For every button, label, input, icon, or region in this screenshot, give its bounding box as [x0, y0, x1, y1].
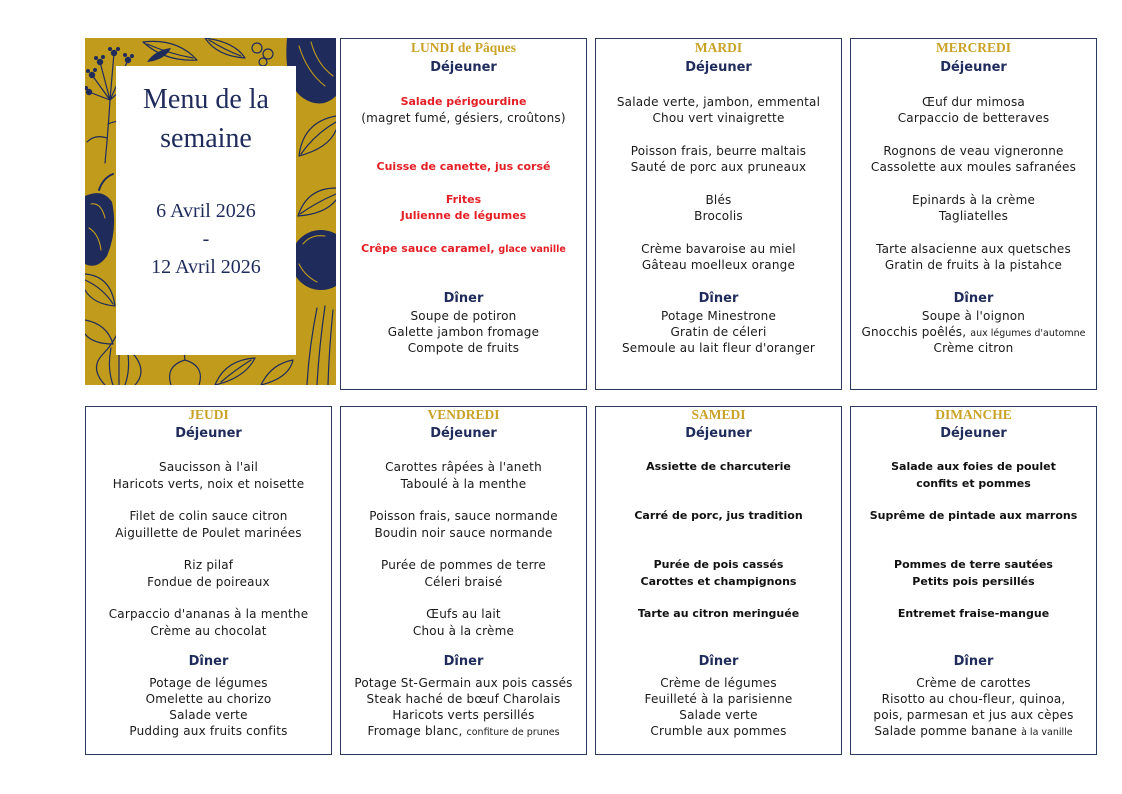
- lunch-course: [341, 557, 586, 606]
- menu-item-text: Poisson frais, sauce normande: [369, 509, 558, 523]
- menu-item: [341, 707, 586, 723]
- menu-item-text: pois, parmesan et jus aux cèpes: [873, 708, 1074, 722]
- menu-item-note: confiture de prunes: [466, 727, 560, 738]
- menu-item-text: Chou à la crème: [412, 623, 515, 638]
- menu-item: [851, 476, 1096, 493]
- menu-item-text: Brocolis: [694, 209, 743, 223]
- date-end: 12 Avril 2026: [151, 256, 261, 278]
- menu-item: [596, 159, 841, 176]
- lunch-menu: [341, 94, 586, 290]
- day-card-mardi: [595, 38, 842, 390]
- menu-item-text: Entremet fraise-mangue: [897, 607, 1050, 620]
- menu-item-text: Œufs au lait: [426, 607, 501, 621]
- lunch-course: [596, 508, 841, 557]
- menu-item: [851, 241, 1096, 258]
- menu-item-text: Salade verte, jambon, emmental: [616, 94, 821, 109]
- menu-item: [341, 110, 586, 127]
- menu-item: [851, 94, 1096, 111]
- lunch-course: [851, 192, 1096, 241]
- lunch-label: Déjeuner: [175, 426, 242, 441]
- menu-item-text: Chou vert vinaigrette: [652, 111, 785, 125]
- menu-item: [596, 707, 841, 723]
- menu-item-text: Aiguillette de Poulet marinées: [115, 525, 302, 540]
- dinner-menu: [851, 675, 1096, 739]
- menu-item-text: Crème de carottes: [916, 676, 1031, 690]
- lunch-course: [851, 557, 1096, 606]
- menu-item: [341, 574, 586, 591]
- menu-item: [851, 192, 1096, 209]
- menu-item: [86, 476, 331, 493]
- menu-item-text: Crème au chocolat: [150, 623, 267, 638]
- lunch-label: Déjeuner: [685, 59, 752, 75]
- menu-item: [596, 723, 841, 739]
- menu-item-text: Gâteau moelleux orange: [641, 258, 796, 272]
- menu-item-text: Salade aux foies de poulet: [891, 460, 1056, 473]
- day-name: MERCREDI: [935, 39, 1011, 55]
- menu-item: [851, 574, 1096, 591]
- menu-item-text: Crêpe sauce caramel,: [361, 241, 495, 255]
- day-name: MARDI: [694, 39, 743, 55]
- menu-item-text: Carpaccio de betteraves: [897, 111, 1050, 125]
- menu-item-text: Steak haché de bœuf Charolais: [366, 692, 561, 706]
- day-card-lundi: [340, 38, 587, 390]
- menu-item: [596, 691, 841, 707]
- date-separator: -: [202, 228, 210, 250]
- menu-item-text: Salade périgourdine: [400, 94, 527, 108]
- menu-item: [596, 257, 841, 274]
- menu-item: [851, 308, 1096, 324]
- lunch-menu: [341, 459, 586, 655]
- day-name: LUNDI de Pâques: [410, 39, 516, 55]
- menu-item: [86, 525, 331, 542]
- day-name: SAMEDI: [691, 407, 746, 422]
- lunch-menu: [851, 94, 1096, 290]
- menu-item: [596, 508, 841, 525]
- menu-item-text: Carottes râpées à l'aneth: [385, 460, 542, 474]
- menu-title-line1: Menu de la: [143, 84, 269, 115]
- menu-item-text: Tarte alsacienne aux quetsches: [876, 241, 1071, 256]
- menu-item-text: (magret fumé, gésiers, croûtons): [361, 111, 566, 125]
- lunch-course: [851, 606, 1096, 655]
- lunch-course: [596, 606, 841, 655]
- menu-item: [341, 675, 586, 691]
- menu-title: [116, 80, 296, 158]
- menu-item-text: Gratin de fruits à la pistahce: [884, 258, 1063, 272]
- menu-item: [596, 94, 841, 111]
- plum-illustration: [291, 230, 336, 290]
- day-card-vendredi: [340, 406, 587, 755]
- menu-item: [86, 508, 331, 525]
- menu-item-text: Carré de porc, jus tradition: [634, 509, 803, 522]
- menu-item: [86, 723, 331, 739]
- menu-item: [86, 623, 331, 640]
- menu-item: [851, 324, 1096, 340]
- lunch-label: Déjeuner: [685, 426, 752, 441]
- lunch-course: [86, 459, 331, 508]
- menu-item: [851, 143, 1096, 160]
- menu-item: [341, 723, 586, 739]
- menu-item-text: Pudding aux fruits confits: [129, 724, 288, 738]
- lunch-course: [341, 241, 586, 290]
- lunch-label: Déjeuner: [430, 59, 497, 75]
- menu-item: [851, 508, 1096, 525]
- menu-item-text: Pommes de terre sautées: [894, 558, 1053, 571]
- menu-item: [596, 308, 841, 324]
- menu-item: [851, 257, 1096, 274]
- lunch-course: [851, 459, 1096, 508]
- menu-item: [86, 707, 331, 723]
- menu-item: [851, 159, 1096, 176]
- menu-item-text: Compote de fruits: [407, 340, 520, 355]
- menu-item-text: Cuisse de canette, jus corsé: [376, 160, 551, 173]
- menu-item-text: Gratin de céleri: [670, 324, 767, 339]
- menu-item: [851, 340, 1096, 356]
- menu-item-text: Carpaccio d'ananas à la menthe: [108, 607, 309, 621]
- menu-item-text: Haricots verts, noix et noisette: [112, 476, 305, 491]
- lunch-course: [851, 241, 1096, 290]
- menu-item-text: Feuilleté à la parisienne: [644, 692, 793, 706]
- menu-item-note: aux légumes d'automne: [970, 327, 1086, 339]
- lunch-course: [596, 94, 841, 143]
- lunch-label: Déjeuner: [430, 426, 497, 441]
- menu-item-text: Galette jambon fromage: [387, 324, 540, 339]
- dinner-label: Dîner: [953, 290, 994, 306]
- menu-item: [596, 110, 841, 127]
- lunch-course: [596, 241, 841, 290]
- lunch-course: [596, 557, 841, 606]
- menu-item-text: Omelette au chorizo: [145, 692, 272, 706]
- menu-item: [596, 241, 841, 258]
- menu-item: [341, 340, 586, 356]
- lunch-course: [341, 459, 586, 508]
- menu-item: [341, 691, 586, 707]
- menu-item: [596, 340, 841, 356]
- dinner-label: Dîner: [953, 653, 994, 669]
- menu-item: [851, 208, 1096, 225]
- menu-item-text: Tagliatelles: [938, 209, 1009, 223]
- menu-item-text: Salade verte: [169, 708, 248, 722]
- menu-item-text: Œuf dur mimosa: [922, 94, 1025, 109]
- dark-leaf-illustration: [147, 48, 171, 62]
- title-panel: [85, 38, 336, 385]
- menu-item-text: Haricots verts persillés: [392, 708, 535, 722]
- menu-item-text: Cassolette aux moules safranées: [870, 160, 1077, 174]
- dinner-menu: [341, 308, 586, 356]
- menu-item: [341, 623, 586, 640]
- menu-item-text: Riz pilaf: [183, 558, 234, 572]
- menu-item: [341, 208, 586, 225]
- menu-item-text: Risotto au chou-fleur, quinoa,: [881, 692, 1066, 706]
- lunch-label: Déjeuner: [940, 426, 1007, 441]
- lunch-course: [596, 459, 841, 508]
- menu-item: [851, 606, 1096, 623]
- lunch-course: [851, 508, 1096, 557]
- lunch-menu: [596, 459, 841, 655]
- menu-item: [341, 94, 586, 111]
- menu-item-text: Potage de légumes: [149, 676, 268, 690]
- menu-item-text: Assiette de charcuterie: [646, 460, 791, 473]
- day-card-mercredi: [850, 38, 1097, 390]
- menu-item: [851, 691, 1096, 707]
- day-card-samedi: [595, 406, 842, 755]
- menu-item-text: Potage Minestrone: [660, 308, 777, 323]
- lunch-menu: [851, 459, 1096, 655]
- menu-item: [596, 574, 841, 591]
- menu-item-text: Petits pois persillés: [912, 574, 1035, 588]
- dinner-menu: [86, 675, 331, 739]
- menu-item: [341, 606, 586, 623]
- menu-item: [86, 606, 331, 623]
- menu-item: [596, 324, 841, 340]
- day-name: DIMANCHE: [935, 407, 1012, 422]
- menu-item-text: Purée de pois cassés: [653, 558, 784, 571]
- lunch-course: [341, 508, 586, 557]
- menu-item: [596, 192, 841, 209]
- day-name: VENDREDI: [427, 407, 500, 422]
- lunch-course: [341, 606, 586, 655]
- lunch-course: [86, 508, 331, 557]
- menu-item: [86, 574, 331, 591]
- menu-item-text: Carottes et champignons: [640, 574, 797, 588]
- menu-item: [851, 557, 1096, 574]
- menu-item-note: à la vanille: [1021, 727, 1073, 738]
- menu-item-text: Fondue de poireaux: [147, 574, 270, 589]
- menu-item-text: Crème bavaroise au miel: [641, 241, 796, 256]
- menu-item-text: Salade verte: [679, 708, 758, 722]
- menu-item-text: Crumble aux pommes: [650, 724, 787, 738]
- menu-item: [596, 557, 841, 574]
- menu-item: [851, 459, 1096, 476]
- menu-item-text: Blés: [705, 192, 732, 207]
- dinner-menu: [341, 675, 586, 739]
- menu-item: [341, 476, 586, 493]
- lunch-course: [86, 606, 331, 655]
- menu-item: [851, 723, 1096, 739]
- week-dates: [116, 197, 296, 281]
- menu-item: [596, 606, 841, 623]
- dinner-menu: [851, 308, 1096, 356]
- menu-item: [851, 110, 1096, 127]
- day-card-jeudi: [85, 406, 332, 755]
- menu-item-text: Purée de pommes de terre: [381, 558, 546, 572]
- menu-item: [86, 675, 331, 691]
- dinner-label: Dîner: [698, 290, 739, 306]
- menu-item: [86, 459, 331, 476]
- dinner-label: Dîner: [443, 653, 484, 669]
- menu-item-text: Frites: [445, 192, 482, 206]
- menu-item-text: Céleri braisé: [424, 574, 503, 589]
- menu-item-text: Semoule au lait fleur d'oranger: [621, 340, 816, 355]
- title-card: [116, 66, 296, 355]
- menu-item: [86, 691, 331, 707]
- lunch-course: [341, 192, 586, 241]
- menu-item-text: Crème de légumes: [660, 676, 777, 690]
- menu-item: [341, 192, 586, 209]
- lunch-course: [86, 557, 331, 606]
- menu-title-line2: semaine: [160, 123, 252, 154]
- menu-item-text: Crème citron: [933, 340, 1014, 355]
- menu-item: [341, 159, 586, 176]
- menu-item-text: Sauté de porc aux pruneaux: [630, 160, 807, 174]
- menu-item-text: Poisson frais, beurre maltais: [630, 143, 807, 158]
- dinner-menu: [596, 308, 841, 356]
- menu-item: [596, 208, 841, 225]
- pepper-illustration: [85, 193, 114, 266]
- menu-item-text: Potage St-Germain aux pois cassés: [354, 676, 573, 690]
- menu-item-text: Epinards à la crème: [911, 192, 1036, 207]
- menu-item: [341, 241, 586, 258]
- menu-item: [341, 308, 586, 324]
- pepper-stem-illustration: [99, 174, 113, 190]
- menu-item-text: Tarte au citron meringuée: [637, 607, 800, 620]
- menu-item-text: Gnocchis poêlés,: [861, 324, 967, 339]
- lunch-menu: [596, 94, 841, 290]
- menu-item-text: Boudin noir sauce normande: [374, 525, 553, 540]
- menu-item-text: Julienne de légumes: [400, 209, 527, 222]
- lunch-course: [596, 143, 841, 192]
- lunch-label: Déjeuner: [940, 59, 1007, 75]
- menu-item: [341, 508, 586, 525]
- lunch-course: [341, 94, 586, 143]
- dinner-menu: [596, 675, 841, 739]
- menu-item: [341, 459, 586, 476]
- dinner-label: Dîner: [188, 653, 229, 669]
- menu-item-text: Rognons de veau vigneronne: [883, 143, 1064, 158]
- menu-item-text: Suprême de pintade aux marrons: [869, 509, 1078, 522]
- menu-item-text: Soupe à l'oignon: [921, 308, 1026, 323]
- lunch-course: [341, 143, 586, 192]
- menu-item-note: glace vanille: [498, 243, 566, 255]
- menu-item: [851, 675, 1096, 691]
- day-card-dimanche: [850, 406, 1097, 755]
- menu-item-text: Filet de colin sauce citron: [129, 509, 288, 523]
- menu-item: [596, 459, 841, 476]
- menu-item-text: Soupe de potiron: [410, 308, 517, 323]
- dinner-label: Dîner: [443, 290, 484, 306]
- dinner-label: Dîner: [698, 653, 739, 669]
- menu-item-text: Saucisson à l'ail: [159, 460, 258, 474]
- lunch-course: [596, 192, 841, 241]
- lunch-course: [851, 94, 1096, 143]
- day-name: JEUDI: [188, 407, 229, 422]
- menu-item-text: confits et pommes: [916, 476, 1031, 490]
- menu-item-text: Fromage blanc,: [367, 724, 463, 738]
- menu-item: [341, 525, 586, 542]
- menu-item: [596, 143, 841, 160]
- date-start: 6 Avril 2026: [156, 200, 256, 222]
- menu-item: [851, 707, 1096, 723]
- menu-item-text: Salade pomme banane: [874, 724, 1018, 738]
- menu-item: [596, 675, 841, 691]
- lunch-menu: [86, 459, 331, 655]
- menu-item-text: Taboulé à la menthe: [400, 476, 527, 491]
- menu-item: [341, 324, 586, 340]
- menu-item: [341, 557, 586, 574]
- menu-item: [86, 557, 331, 574]
- lunch-course: [851, 143, 1096, 192]
